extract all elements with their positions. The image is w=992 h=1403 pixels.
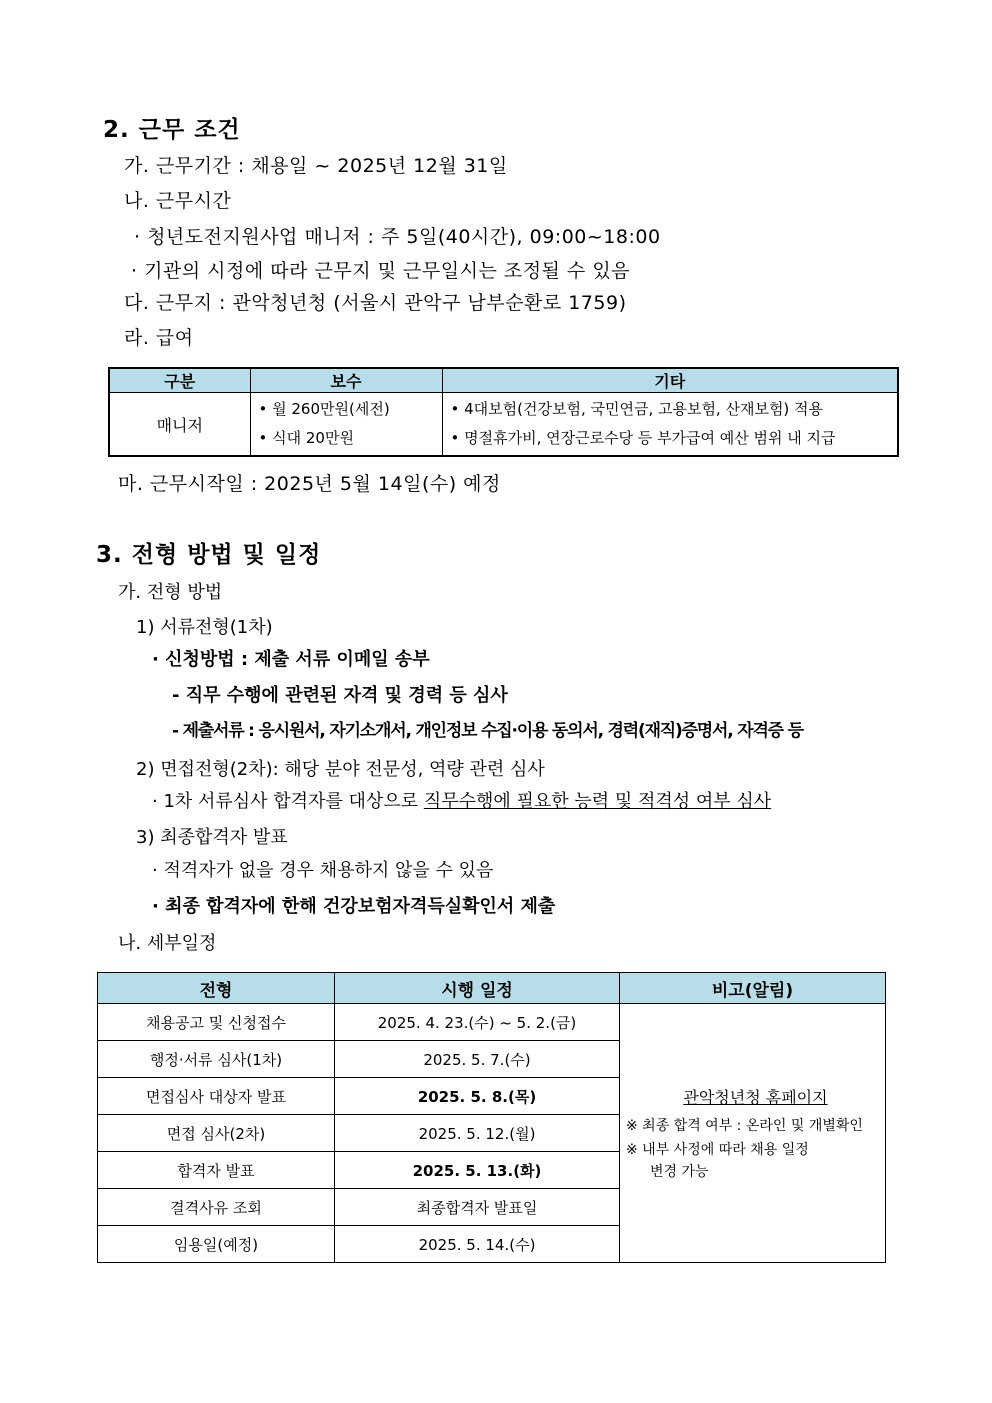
salary-pay-item: • 식대 20만원 — [258, 429, 354, 447]
work-hours-bullet-1: · 청년도전지원사업 매니저 : 주 5일(40시간), 09:00~18:00 — [134, 226, 661, 248]
schedule-header-date: 시행 일정 — [335, 973, 620, 1004]
schedule-date: 2025. 5. 7.(수) — [335, 1041, 620, 1078]
required-documents: - 제출서류 : 응시원서, 자기소개서, 개인정보 수집·이용 동의서, 경력(재직)증명서, 자격증 등 — [172, 721, 803, 741]
homepage-link: 관악청년청 홈페이지 — [683, 1087, 828, 1107]
salary-pay-item: • 월 260만원(세전) — [258, 400, 390, 418]
start-date: 마. 근무시작일 : 2025년 5월 14일(수) 예정 — [118, 473, 501, 495]
work-hours-heading: 나. 근무시간 — [124, 190, 232, 212]
schedule-note-2: ※ 내부 사정에 따라 채용 일정 — [626, 1141, 809, 1158]
salary-etc-cell — [442, 393, 898, 457]
salary-etc-item: • 4대보험(건강보험, 국민연금, 고용보험, 산재보험) 적용 — [450, 400, 824, 418]
salary-header-category: 구분 — [109, 368, 250, 393]
final-note-2: · 최종 합격자에 한해 건강보험자격득실확인서 제출 — [152, 896, 556, 917]
schedule-stage: 행정·서류 심사(1차) — [98, 1041, 335, 1078]
final-announcement-heading: 3) 최종합격자 발표 — [136, 827, 288, 848]
salary-header-etc: 기타 — [442, 368, 898, 393]
schedule-date: 최종합격자 발표일 — [335, 1189, 620, 1226]
interview-detail-text: · 1차 서류심사 합격자를 대상으로 — [152, 791, 424, 812]
schedule-header-note: 비고(알림) — [620, 973, 886, 1004]
schedule-stage: 합격자 발표 — [98, 1152, 335, 1189]
table-row — [98, 1004, 886, 1041]
salary-table — [108, 367, 899, 457]
schedule-stage: 면접 심사(2차) — [98, 1115, 335, 1152]
work-hours-bullet-2: · 기관의 시정에 따라 근무지 및 근무일시는 조정될 수 있음 — [131, 260, 631, 282]
salary-role: 매니저 — [109, 393, 250, 457]
screening-criteria: - 직무 수행에 관련된 자격 및 경력 등 심사 — [172, 685, 508, 706]
schedule-table — [97, 972, 886, 1263]
salary-pay-cell — [250, 393, 442, 457]
schedule-date: 2025. 5. 14.(수) — [335, 1226, 620, 1263]
schedule-note-cell — [620, 1004, 886, 1263]
final-note-1: · 적격자가 없을 경우 채용하지 않을 수 있음 — [152, 860, 494, 881]
interview-detail — [152, 793, 771, 811]
section-2-title: 2. 근무 조건 — [103, 117, 241, 143]
schedule-heading: 나. 세부일정 — [118, 933, 217, 954]
salary-header-pay: 보수 — [250, 368, 442, 393]
interview-detail-underlined: 직무수행에 필요한 능력 및 적격성 여부 심사 — [423, 791, 772, 812]
schedule-stage: 채용공고 및 신청접수 — [98, 1004, 335, 1041]
schedule-note-3: 변경 가능 — [650, 1163, 709, 1180]
schedule-date: 2025. 5. 8.(목) — [335, 1078, 620, 1115]
document-screening-heading: 1) 서류전형(1차) — [136, 617, 273, 638]
schedule-date: 2025. 5. 13.(화) — [335, 1152, 620, 1189]
schedule-stage: 결격사유 조회 — [98, 1189, 335, 1226]
schedule-stage: 임용일(예정) — [98, 1226, 335, 1263]
schedule-date: 2025. 4. 23.(수) ~ 5. 2.(금) — [335, 1004, 620, 1041]
interview-heading: 2) 면접전형(2차): 해당 분야 전문성, 역량 관련 심사 — [136, 759, 545, 780]
application-method: · 신청방법 : 제출 서류 이메일 송부 — [152, 649, 430, 670]
section-3-title: 3. 전형 방법 및 일정 — [96, 542, 322, 568]
schedule-stage: 면접심사 대상자 발표 — [98, 1078, 335, 1115]
work-period: 가. 근무기간 : 채용일 ~ 2025년 12월 31일 — [124, 155, 508, 177]
selection-method-heading: 가. 전형 방법 — [118, 582, 223, 603]
salary-etc-item: • 명절휴가비, 연장근로수당 등 부가급여 예산 범위 내 지급 — [450, 429, 836, 447]
schedule-note-1: ※ 최종 합격 여부 : 온라인 및 개별확인 — [626, 1117, 863, 1134]
salary-heading: 라. 급여 — [124, 327, 194, 349]
work-location: 다. 근무지 : 관악청년청 (서울시 관악구 남부순환로 1759) — [124, 292, 627, 314]
schedule-date: 2025. 5. 12.(월) — [335, 1115, 620, 1152]
schedule-header-stage: 전형 — [98, 973, 335, 1004]
